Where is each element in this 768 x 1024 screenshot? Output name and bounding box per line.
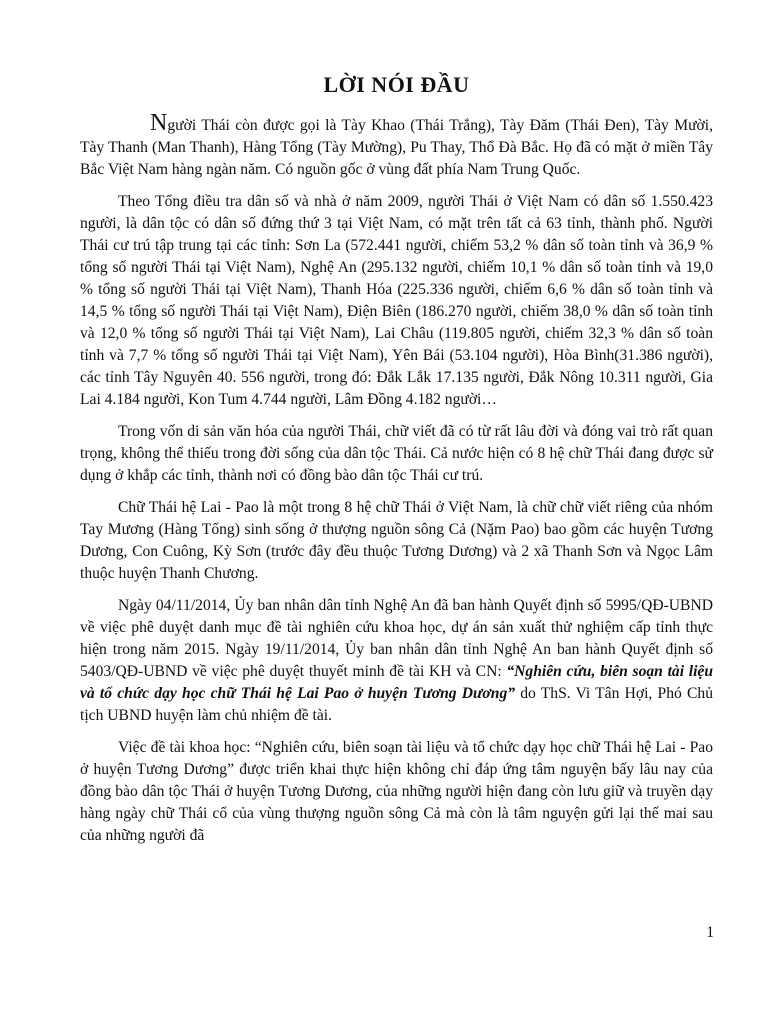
paragraph-5 [80,595,713,727]
paragraph-1-text: gười Thái còn được gọi là Tày Khao (Thái Trắng), Tày Đăm (Thái Đen), Tày Mười, Tày Thanh (Man Thanh), Hàng Tổng (Tày Mường), Pu Thay, Thổ Đà Bắc. Họ đã có mặt ở miền Tây Bắc Việt Nam hàng ngàn năm. Có nguồn gốc ở vùng đất phía Nam Trung Quốc. [80,117,713,178]
paragraph-1 [80,112,713,181]
paragraph-1-dropcap: N [150,110,168,136]
paragraph-3: Trong vốn di sản văn hóa của người Thái, chữ viết đã có từ rất lâu đời và đóng vai trò rất quan trọng, không thể thiếu trong đời sống của dân tộc Thái. Cả nước hiện có 8 hệ chữ Thái đang được sử dụng ở khắp các tỉnh, thành nơi có đồng bào dân tộc Thái cư trú. [80,423,713,484]
paragraph-6: Việc đề tài khoa học: “Nghiên cứu, biên soạn tài liệu và tổ chức dạy học chữ Thái hệ Lai - Pao ở huyện Tương Dương” được triển khai thực hiện không chỉ đáp ứng tâm nguyện bấy lâu nay của đồng bào dân tộc Thái ở huyện Tương Dương, của những người hiện đang còn lưu giữ và truyền dạy hàng ngày chữ Thái cổ của vùng thượng nguồn sông Cả mà còn là tâm nguyện gửi lại thế mai sau của những người đã [80,739,713,844]
paragraph-5-emphasis: “Nghiên cứu, biên soạn tài liệu và tổ chức dạy học chữ Thái hệ Lai Pao ở huyện Tương Dương” [80,663,713,702]
page-number: 1 [706,924,714,941]
paragraph-5-part-1: Ngày 04/11/2014, Ủy ban nhân dân tỉnh Nghệ An đã ban hành Quyết định số 5995/QĐ-UBND về việc phê duyệt danh mục đề tài nghiên cứu khoa học, dự án sản xuất thử nghiệm cấp tỉnh thực hiện trong năm 2015. Ngày 19/11/2014, Ủy ban nhân dân tỉnh Nghệ An ban hành Quyết định số 5403/QĐ-UBND về việc phê duyệt thuyết minh đề tài KH và CN: [80,597,713,680]
paragraph-4: Chữ Thái hệ Lai - Pao là một trong 8 hệ chữ Thái ở Việt Nam, là chữ chữ viết riêng của nhóm Tay Mương (Hàng Tổng) sinh sống ở thượng nguồn sông Cả (Nặm Pao) bao gồm các huyện Tương Dương, Con Cuông, Kỳ Sơn (trước đây đều thuộc Tương Dương) và 2 xã Thanh Sơn và Ngọc Lâm thuộc huyện Thanh Chương. [80,499,713,582]
page-title: LỜI NÓI ĐẦU [323,72,470,97]
paragraph-5-part-2: do ThS. Vi Tân Hợi, Phó Chủ tịch UBND huyện làm chủ nhiệm đề tài. [80,685,713,724]
paragraph-2: Theo Tổng điều tra dân số và nhà ở năm 2009, người Thái ở Việt Nam có dân số 1.550.423 người, là dân tộc có dân số đứng thứ 3 tại Việt Nam, có mặt trên tất cả 63 tỉnh, thành phố. Người Thái cư trú tập trung tại các tỉnh: Sơn La (572.441 người, chiếm 53,2 % dân số toàn tỉnh và 36,9 % tổng số người Thái tại Việt Nam), Nghệ An (295.132 người, chiếm 10,1 % dân số toàn tỉnh và 19,0 % tổng số người Thái tại Việt Nam), Thanh Hóa (225.336 người, chiếm 6,6 % dân số toàn tỉnh và 14,5 % tổng số người Thái tại Việt Nam), Điện Biên (186.270 người, chiếm 38,0 % dân số toàn tỉnh và 12,0 % tổng số người Thái tại Việt Nam), Lai Châu (119.805 người, chiếm 32,3 % dân số toàn tỉnh và 7,7 % tổng số người Thái tại Việt Nam), Yên Bái (53.104 người), Hòa Bình(31.386 người), các tỉnh Tây Nguyên 40. 556 người, trong đó: Đắk Lắk 17.135 người, Đắk Nông 10.311 người, Gia Lai 4.184 người, Kon Tum 4.744 người, Lâm Đồng 4.182 người… [80,193,713,408]
